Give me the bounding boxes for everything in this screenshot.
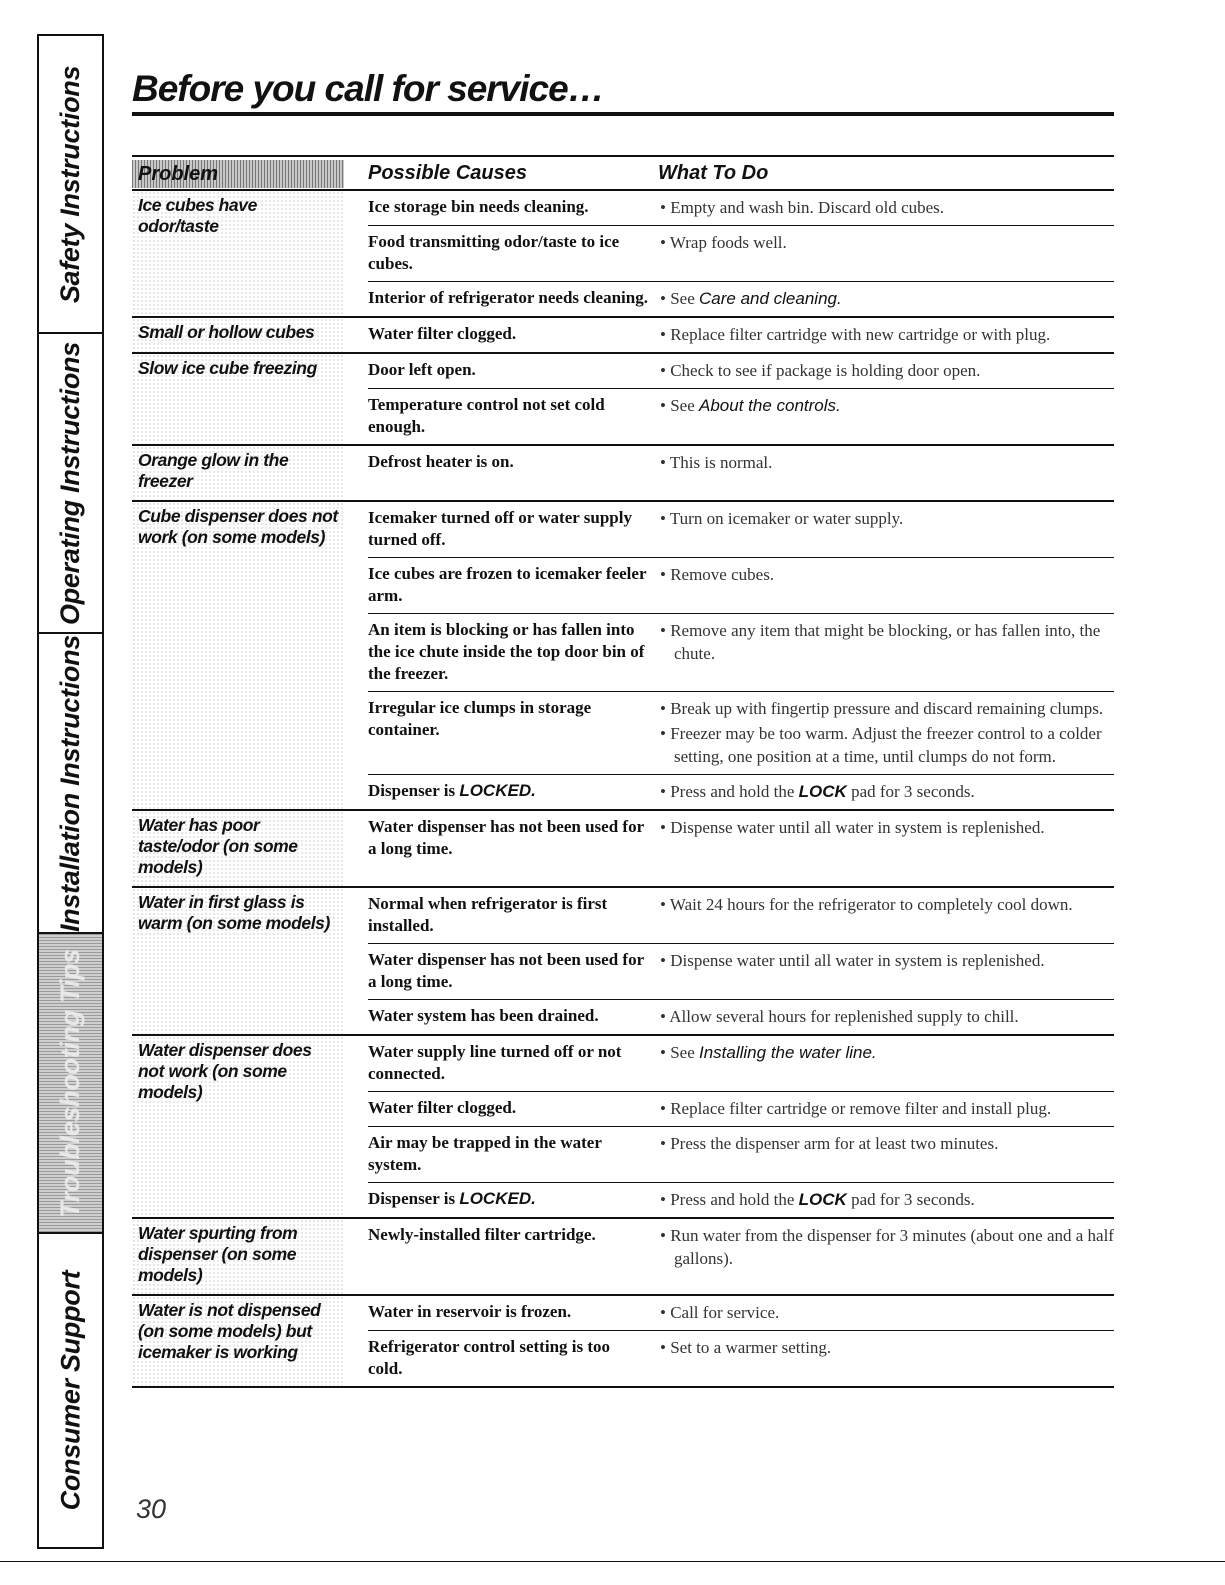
cause-text: Dispenser is <box>368 781 456 800</box>
problem-label: Cube dispenser does not work (on some models) <box>132 502 344 809</box>
problem-group <box>132 444 1114 500</box>
tab-label: Operating Instructions <box>55 341 85 625</box>
table-row <box>368 943 1114 999</box>
possible-cause <box>368 1041 658 1085</box>
what-to-do <box>658 1097 1114 1120</box>
action-item: • Replace filter cartridge with new cartridge or with plug. <box>660 325 1051 344</box>
action-item: • Dispense water until all water in system is replenished. <box>660 951 1045 970</box>
cause-rows <box>368 811 1114 886</box>
action-item: • Wait 24 hours for the refrigerator to completely cool down. <box>660 895 1073 914</box>
action-item: • Turn on icemaker or water supply. <box>660 509 904 528</box>
cause-rows <box>368 1036 1114 1217</box>
cause-rows <box>368 1296 1114 1386</box>
what-to-do <box>658 1188 1114 1211</box>
cross-reference: Installing the water line. <box>699 1043 877 1062</box>
possible-cause <box>368 451 658 474</box>
tab-label: Installation Instructions <box>55 634 85 932</box>
lock-pad-label: LOCK <box>798 1190 847 1209</box>
table-row <box>368 1182 1114 1217</box>
possible-cause <box>368 1132 658 1176</box>
action-item: • Remove cubes. <box>660 565 775 584</box>
action-text: • See <box>660 289 695 308</box>
tab-consumer-support[interactable] <box>39 1234 102 1547</box>
possible-cause <box>368 196 658 219</box>
bottom-rule <box>0 1561 1225 1562</box>
action-text: pad for 3 seconds. <box>851 1190 975 1209</box>
what-to-do <box>658 816 1114 860</box>
possible-cause <box>368 507 658 551</box>
tab-operating-instructions[interactable] <box>39 334 102 634</box>
action-item <box>658 287 1114 310</box>
possible-cause <box>368 231 658 275</box>
what-to-do <box>658 231 1114 275</box>
cause-emphasis: LOCKED. <box>459 781 536 800</box>
possible-cause <box>368 1224 658 1270</box>
cross-reference: About the controls. <box>699 396 841 415</box>
problem-label: Slow ice cube freezing <box>132 354 344 444</box>
possible-cause <box>368 359 658 382</box>
table-row <box>368 999 1114 1034</box>
action-item: • Call for service. <box>660 1303 780 1322</box>
table-row <box>368 354 1114 388</box>
table-row <box>368 446 1114 480</box>
table-end-rule <box>132 1386 1114 1388</box>
cause-rows <box>368 446 1114 500</box>
what-to-do <box>658 287 1114 310</box>
cause-text: Food transmitting odor/taste to ice cubes. <box>368 232 620 273</box>
table-row <box>368 1126 1114 1182</box>
problem-label: Water is not dispensed (on some models) but icemaker is working <box>132 1296 344 1386</box>
problem-label: Ice cubes have odor/taste <box>132 191 344 316</box>
problem-group <box>132 189 1114 316</box>
action-item <box>658 1041 1114 1064</box>
table-row <box>368 318 1114 352</box>
what-to-do <box>658 1041 1114 1085</box>
action-item: • This is normal. <box>660 453 773 472</box>
what-to-do <box>658 893 1114 937</box>
what-to-do <box>658 619 1114 685</box>
lock-pad-label: LOCK <box>798 782 847 801</box>
cause-text: Newly-installed filter cartridge. <box>368 1225 596 1244</box>
table-row <box>368 774 1114 809</box>
cause-text: Ice cubes are frozen to icemaker feeler arm. <box>368 564 647 605</box>
cause-text: Temperature control not set cold enough. <box>368 395 605 436</box>
problem-group <box>132 352 1114 444</box>
cause-text: Ice storage bin needs cleaning. <box>368 197 589 216</box>
table-row <box>368 1296 1114 1330</box>
table-row <box>368 691 1114 774</box>
table-row <box>368 1036 1114 1091</box>
possible-cause <box>368 1188 658 1211</box>
problem-label: Small or hollow cubes <box>132 318 344 352</box>
cause-text: Door left open. <box>368 360 476 379</box>
problem-group <box>132 500 1114 809</box>
cause-text: Irregular ice clumps in storage container. <box>368 698 592 739</box>
table-row <box>368 502 1114 557</box>
what-to-do <box>658 359 1114 382</box>
action-item: • Press the dispenser arm for at least two minutes. <box>660 1134 999 1153</box>
action-item: • Dispense water until all water in system is replenished. <box>660 818 1045 837</box>
table-body <box>132 189 1114 1386</box>
what-to-do <box>658 394 1114 438</box>
cause-rows <box>368 191 1114 316</box>
tab-label: Troubleshooting Tips <box>55 948 85 1218</box>
table-row <box>368 191 1114 225</box>
action-item: • Set to a warmer setting. <box>660 1338 832 1357</box>
table-row <box>368 1330 1114 1386</box>
table-row <box>368 1091 1114 1126</box>
possible-cause <box>368 619 658 685</box>
possible-cause <box>368 394 658 438</box>
cause-rows <box>368 888 1114 1034</box>
tab-installation-instructions[interactable] <box>39 634 102 934</box>
action-text: • See <box>660 1043 695 1062</box>
problem-group <box>132 1034 1114 1217</box>
cause-text: Water dispenser has not been used for a long time. <box>368 950 644 991</box>
what-to-do <box>658 780 1114 803</box>
problem-label: Orange glow in the freezer <box>132 446 344 500</box>
table-row <box>368 225 1114 281</box>
possible-cause <box>368 323 658 346</box>
problem-label: Water in first glass is warm (on some models) <box>132 888 344 1034</box>
what-to-do <box>658 949 1114 993</box>
table-row <box>368 388 1114 444</box>
possible-cause <box>368 1005 658 1028</box>
what-to-do <box>658 451 1114 474</box>
action-item <box>658 780 1114 803</box>
problem-group <box>132 1217 1114 1294</box>
cause-text: Water filter clogged. <box>368 1098 517 1117</box>
table-row <box>368 557 1114 613</box>
cross-reference: Care and cleaning. <box>699 289 842 308</box>
cause-text: Water system has been drained. <box>368 1006 599 1025</box>
action-item: • Break up with fingertip pressure and discard remaining clumps. <box>660 699 1104 718</box>
possible-cause <box>368 563 658 607</box>
tab-label: Consumer Support <box>55 1270 86 1511</box>
tab-label: Safety Instructions <box>55 65 86 303</box>
cause-text: Water filter clogged. <box>368 324 517 343</box>
cause-rows <box>368 1219 1114 1294</box>
what-to-do <box>658 1132 1114 1176</box>
cause-text: An item is blocking or has fallen into the ice chute inside the top door bin of the freezer. <box>368 620 645 683</box>
what-to-do <box>658 196 1114 219</box>
table-header <box>132 155 1114 189</box>
what-to-do <box>658 1224 1114 1270</box>
what-to-do <box>658 1005 1114 1028</box>
page-title: Before you call for service… <box>132 68 604 109</box>
problem-label: Water has poor taste/odor (on some models) <box>132 811 344 886</box>
action-text: • Press and hold the <box>660 782 795 801</box>
problem-group <box>132 1294 1114 1386</box>
troubleshooting-table <box>132 155 1114 1388</box>
problem-group <box>132 316 1114 352</box>
action-item: • Freezer may be too warm. Adjust the freezer control to a colder setting, one position at a time, until clumps do not form. <box>660 724 1102 766</box>
cause-text: Defrost heater is on. <box>368 452 514 471</box>
problem-label: Water spurting from dispenser (on some models) <box>132 1219 344 1294</box>
action-item: • Check to see if package is holding door open. <box>660 361 981 380</box>
possible-cause <box>368 287 658 310</box>
possible-cause <box>368 1336 658 1380</box>
cause-text: Dispenser is <box>368 1189 456 1208</box>
page-number: 30 <box>136 1494 167 1524</box>
action-text: • See <box>660 396 695 415</box>
action-text: • Press and hold the <box>660 1190 795 1209</box>
what-to-do <box>658 563 1114 607</box>
action-item: • Run water from the dispenser for 3 minutes (about one and a half gallons). <box>660 1226 1114 1268</box>
action-text: pad for 3 seconds. <box>851 782 975 801</box>
what-to-do <box>658 697 1114 768</box>
what-to-do <box>658 507 1114 551</box>
what-to-do <box>658 323 1114 346</box>
action-item: • Remove any item that might be blocking, or has fallen into, the chute. <box>660 621 1101 663</box>
tab-troubleshooting-tips[interactable] <box>39 934 102 1234</box>
header-what-to-do: What To Do <box>658 161 769 184</box>
title-rule <box>132 112 1114 116</box>
cause-emphasis: LOCKED. <box>459 1189 536 1208</box>
action-item: • Wrap foods well. <box>660 233 787 252</box>
table-row <box>368 281 1114 316</box>
cause-rows <box>368 318 1114 352</box>
header-problem: Problem <box>132 160 344 188</box>
table-row <box>368 888 1114 943</box>
cause-rows <box>368 502 1114 809</box>
action-item: • Allow several hours for replenished supply to chill. <box>660 1007 1019 1026</box>
possible-cause <box>368 893 658 937</box>
possible-cause <box>368 1301 658 1324</box>
what-to-do <box>658 1301 1114 1324</box>
cause-text: Icemaker turned off or water supply turned off. <box>368 508 632 549</box>
what-to-do <box>658 1336 1114 1380</box>
table-row <box>368 613 1114 691</box>
action-item <box>658 394 1114 417</box>
problem-group <box>132 809 1114 886</box>
possible-cause <box>368 697 658 768</box>
cause-text: Interior of refrigerator needs cleaning. <box>368 288 648 307</box>
possible-cause <box>368 949 658 993</box>
cause-text: Water dispenser has not been used for a long time. <box>368 817 644 858</box>
cause-rows <box>368 354 1114 444</box>
section-tab-bar <box>37 34 104 1549</box>
table-row <box>368 811 1114 866</box>
possible-cause <box>368 816 658 860</box>
action-item: • Empty and wash bin. Discard old cubes. <box>660 198 945 217</box>
action-item <box>658 1188 1114 1211</box>
problem-label: Water dispenser does not work (on some models) <box>132 1036 344 1217</box>
table-row <box>368 1219 1114 1276</box>
tab-safety-instructions[interactable] <box>39 36 102 334</box>
cause-text: Water supply line turned off or not connected. <box>368 1042 622 1083</box>
problem-group <box>132 886 1114 1034</box>
action-item: • Replace filter cartridge or remove filter and install plug. <box>660 1099 1052 1118</box>
header-possible-causes: Possible Causes <box>368 161 527 184</box>
possible-cause <box>368 780 658 803</box>
cause-text: Water in reservoir is frozen. <box>368 1302 572 1321</box>
cause-text: Refrigerator control setting is too cold. <box>368 1337 611 1378</box>
cause-text: Normal when refrigerator is first installed. <box>368 894 608 935</box>
possible-cause <box>368 1097 658 1120</box>
cause-text: Air may be trapped in the water system. <box>368 1133 602 1174</box>
